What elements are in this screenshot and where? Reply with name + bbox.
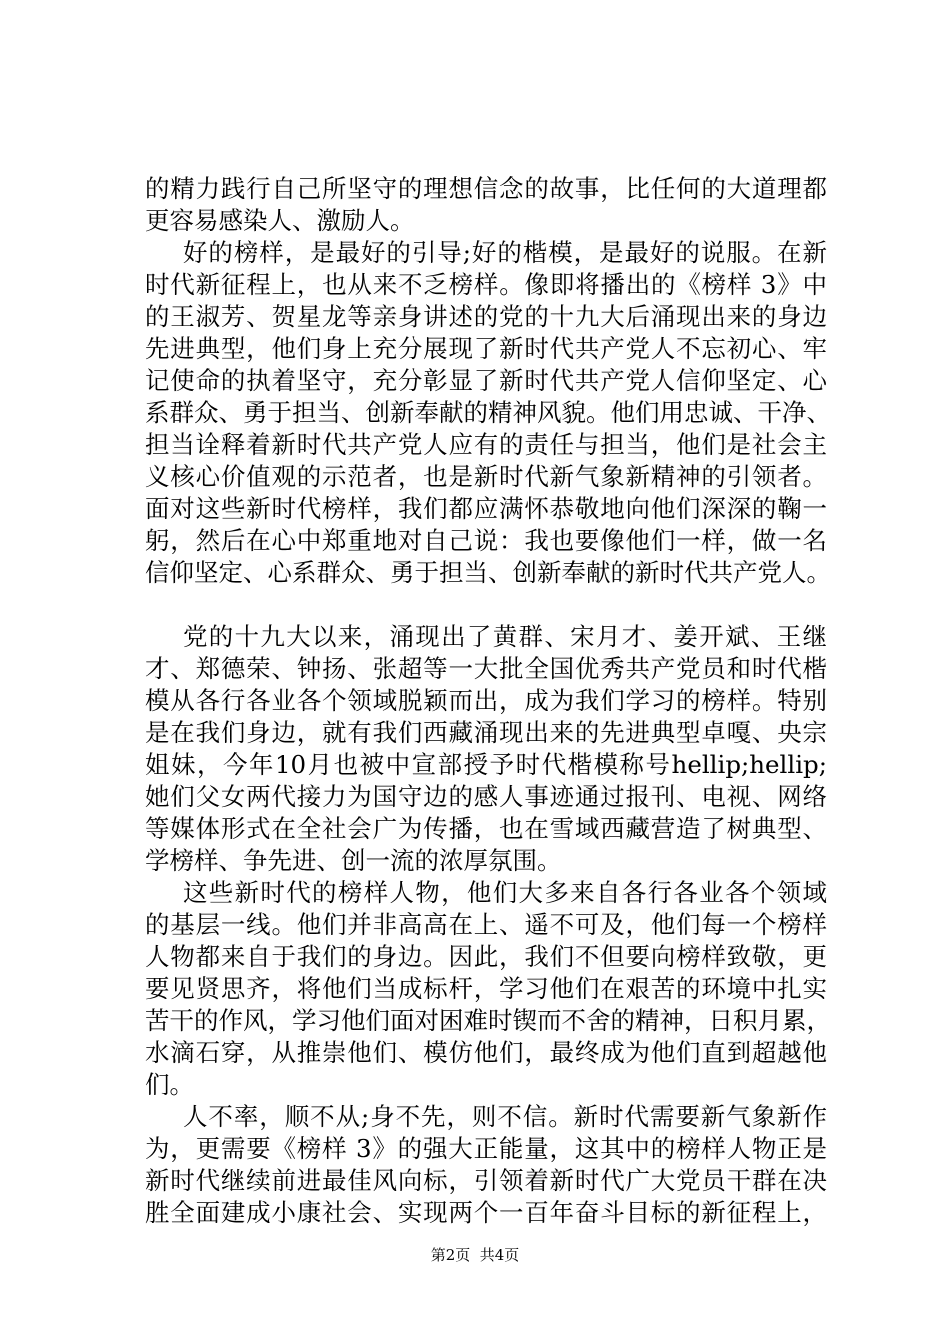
paragraph: [145, 173, 827, 237]
paragraph: [145, 237, 831, 589]
text-line: 是在我们身边，就有我们西藏涌现出来的先进典型卓嘎、央宗: [145, 718, 827, 747]
text-line: 新时代继续前进最佳风向标，引领着新时代广大党员干群在决: [145, 1166, 827, 1195]
text-line: 苦干的作风，学习他们面对困难时锲而不舍的精神，日积月累，: [145, 1006, 831, 1035]
text-line: 学榜样、争先进、创一流的浓厚氛围。: [145, 846, 562, 875]
text-line: 为，更需要《榜样 3》的强大正能量，这其中的榜样人物正是: [145, 1134, 827, 1163]
text-line: 等媒体形式在全社会广为传播，也在雪域西藏营造了树典型、: [145, 814, 827, 843]
text-line: 记使命的执着坚守，充分彰显了新时代共产党人信仰坚定、心: [145, 366, 827, 395]
text-line: 她们父女两代接力为国守边的感人事迹通过报刊、电视、网络: [145, 782, 827, 811]
paragraph: [145, 1101, 827, 1229]
text-line: 胜全面建成小康社会、实现两个一百年奋斗目标的新征程上，: [145, 1198, 827, 1227]
text-line: 系群众、勇于担当、创新奉献的精神风貌。他们用忠诚、干净、: [145, 398, 831, 427]
paragraph: [145, 621, 827, 877]
text-line: 这些新时代的榜样人物，他们大多来自各行各业各个领域: [183, 878, 827, 907]
text-line: 时代新征程上，也从来不乏榜样。像即将播出的《榜样 3》中: [145, 270, 827, 299]
text-line: 的王淑芳、贺星龙等亲身讲述的党的十九大后涌现出来的身边: [145, 302, 827, 331]
text-line: 躬，然后在心中郑重地对自己说：我也要像他们一样，做一名: [145, 526, 827, 555]
text-line: 才、郑德荣、钟扬、张超等一大批全国优秀共产党员和时代楷: [145, 654, 827, 683]
text-line: 要见贤思齐，将他们当成标杆，学习他们在艰苦的环境中扎实: [145, 974, 827, 1003]
text-line: 模从各行各业各个领域脱颖而出，成为我们学习的榜样。特别: [145, 686, 827, 715]
text-line: 信仰坚定、心系群众、勇于担当、创新奉献的新时代共产党人。: [145, 558, 831, 587]
text-line: 们。: [145, 1070, 194, 1099]
text-line: 姐妹，今年10月也被中宣部授予时代楷模称号hellip;hellip;: [145, 750, 827, 779]
text-line: 人不率，顺不从;身不先，则不信。新时代需要新气象新作: [183, 1102, 827, 1131]
text-line: 好的榜样，是最好的引导;好的楷模，是最好的说服。在新: [183, 238, 827, 267]
text-line: 的基层一线。他们并非高高在上、遥不可及，他们每一个榜样: [145, 910, 827, 939]
text-line: 人物都来自于我们的身边。因此，我们不但要向榜样致敬，更: [145, 942, 827, 971]
paragraph-gap: [145, 589, 827, 621]
text-line: 更容易感染人、激励人。: [145, 206, 415, 235]
paragraph: [145, 877, 831, 1101]
text-line: 义核心价值观的示范者，也是新时代新气象新精神的引领者。: [145, 462, 827, 491]
text-line: 党的十九大以来，涌现出了黄群、宋月才、姜开斌、王继: [183, 622, 827, 651]
text-line: 先进典型，他们身上充分展现了新时代共产党人不忘初心、牢: [145, 334, 827, 363]
text-line: 担当诠释着新时代共产党人应有的责任与担当，他们是社会主: [145, 430, 827, 459]
body-text: [145, 173, 831, 1229]
page-footer: 第2页 共4页: [430, 1246, 520, 1264]
text-line: 水滴石穿，从推崇他们、模仿他们，最终成为他们直到超越他: [145, 1038, 827, 1067]
text-line: 面对这些新时代榜样，我们都应满怀恭敬地向他们深深的鞠一: [145, 494, 827, 523]
text-line: 的精力践行自己所坚守的理想信念的故事，比任何的大道理都: [145, 174, 827, 203]
